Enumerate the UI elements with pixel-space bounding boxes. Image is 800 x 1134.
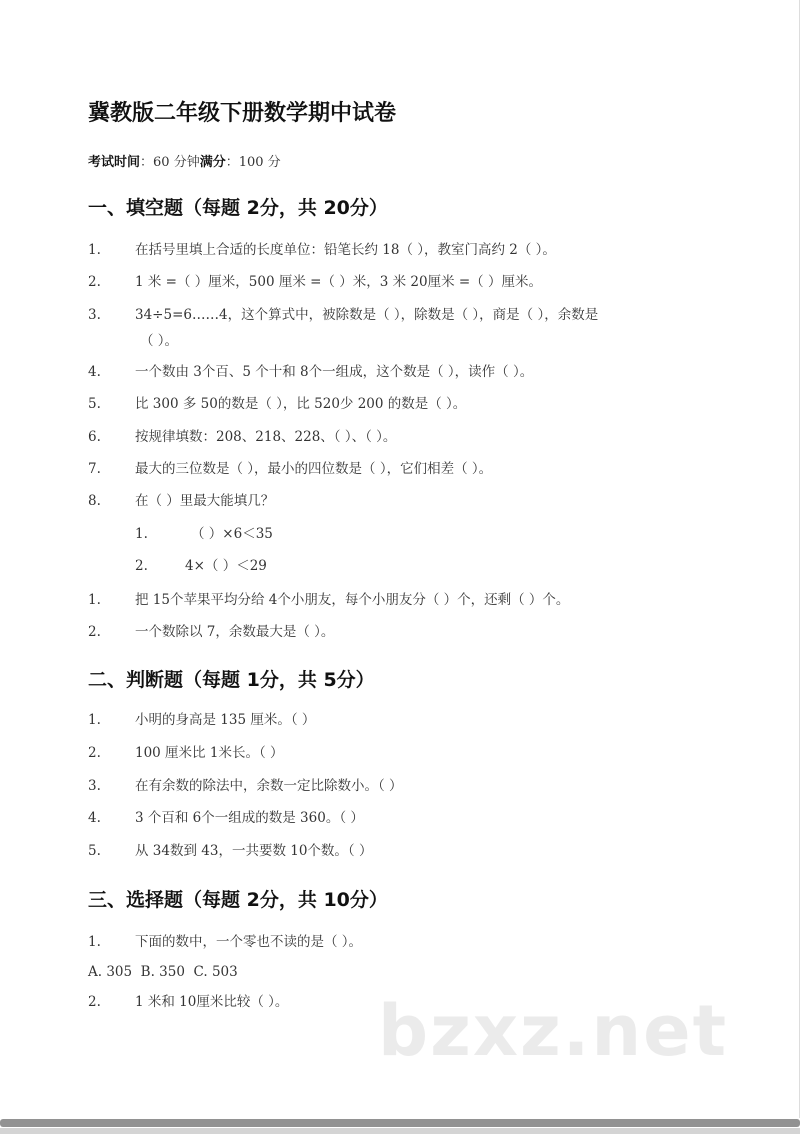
question: 3. 34÷5=6……4，这个算式中，被除数是（ ），除数是（ ），商是（ ），余数是: [88, 307, 599, 323]
section-heading-judge: 二、判断题（每题 1分，共 5分）: [88, 669, 375, 691]
question-continuation: （ ）。: [140, 333, 179, 349]
horizontal-scrollbar[interactable]: [0, 1119, 800, 1127]
section-heading-choice: 三、选择题（每题 2分，共 10分）: [88, 889, 388, 911]
question: 6. 按规律填数：208、218、228、（ ）、（ ）。: [88, 429, 397, 445]
question: 5. 从 34数到 43，一共要数 10个数。（ ）: [88, 843, 373, 859]
question: 4. 一个数由 3个百、5 个十和 8个一组成，这个数是（ ），读作（ ）。: [88, 364, 534, 380]
question: 3. 在有余数的除法中，余数一定比除数小。（ ）: [88, 778, 403, 794]
score-value: ：100 分: [225, 155, 281, 170]
question: 2. 一个数除以 7，余数最大是（ ）。: [88, 624, 335, 640]
question: 7. 最大的三位数是（ ），最小的四位数是（ ），它们相差（ ）。: [88, 461, 493, 477]
time-value: ：60 分钟: [140, 155, 200, 170]
sub-question: 2. 4×（ ）＜29: [135, 558, 267, 574]
question: 2. 100 厘米比 1米长。（ ）: [88, 745, 284, 761]
time-label: 考试时间: [88, 155, 141, 170]
question: 2. 1 米和 10厘米比较（ ）。: [88, 994, 289, 1010]
page-title: 冀教版二年级下册数学期中试卷: [88, 101, 397, 126]
watermark: bzxz.net: [378, 990, 729, 1072]
bottom-bar: [0, 1128, 800, 1134]
score-label: 满分: [199, 155, 226, 170]
question: 1. 小明的身高是 135 厘米。（ ）: [88, 712, 316, 728]
question: 4. 3 个百和 6个一组成的数是 360。（ ）: [88, 810, 364, 826]
question: 1. 下面的数中，一个零也不读的是（ ）。: [88, 934, 363, 950]
exam-meta: [88, 151, 281, 170]
question: 1. 在括号里填上合适的长度单位：铅笔长约 18（ ），教室门高约 2（ ）。: [88, 242, 556, 258]
answer-options: A. 305 B. 350 C. 503: [88, 964, 238, 980]
question: 1. 把 15个苹果平均分给 4个小朋友，每个小朋友分（ ）个，还剩（ ）个。: [88, 592, 570, 608]
question: 8. 在（ ）里最大能填几？: [88, 493, 275, 509]
question: 2. 1 米 =（ ）厘米，500 厘米 =（ ）米，3 米 20厘米 =（ ）厘米。: [88, 274, 542, 290]
sub-question: 1. （ ）×6＜35: [135, 526, 273, 542]
section-heading-fill: 一、填空题（每题 2分，共 20分）: [88, 197, 388, 219]
question: 5. 比 300 多 50的数是（ ），比 520少 200 的数是（ ）。: [88, 396, 467, 412]
